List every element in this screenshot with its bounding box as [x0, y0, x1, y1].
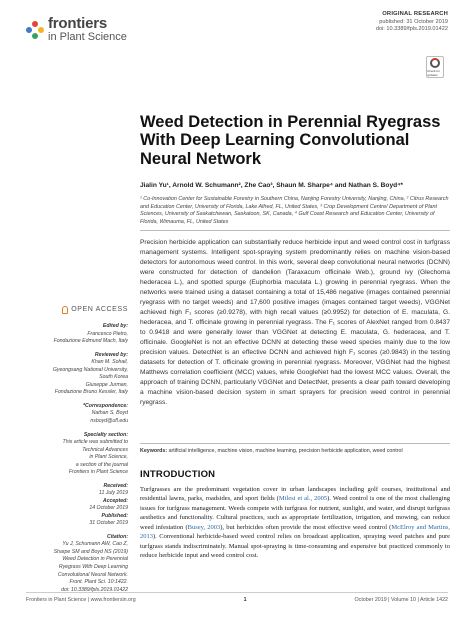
reference-link[interactable]: Busey, 2003 [187, 523, 221, 531]
reference-link[interactable]: McElroy and Martins, 2013 [140, 523, 450, 541]
edited-by-label: Edited by: [102, 323, 128, 330]
accepted-date: 14 October 2019 [89, 505, 128, 512]
reviewer-line: Giuseppe Jurman, [85, 381, 128, 388]
editor-affiliation: Fondazione Edmund Mach, Italy [53, 338, 128, 345]
introduction-paragraph: Turfgrasses are the predominant vegetation cover in urban landscapes including golf courses, institutional and residential lawns, parks, roadsides, and sport fields (Milesi et al., 2005). Weed control is one of the most challenging issues for turfgrass management. Weeds compete with turfgrass for nutrient, sunlight, and water, and disrupt turfgrass aesthetics and functionality. Cultural practices, such as appropriate fertilization, irrigation, and mowing, can reduce weed infestation (Busey, 2003), but herbicides often provide the most effective weed control (McElroy and Martins, 2013). Conventional herbicide-based weed control relies on broadcast application, spraying weed patches and pure turfgrass stands indiscriminately. Manual spot-spraying is time-consuming and expensive but practiced commonly to reduce herbicide input and weed control cost. [140, 486, 451, 559]
citation-line: Ryegrass With Deep Learning [58, 564, 128, 571]
section-heading-introduction: INTRODUCTION [140, 469, 216, 480]
article-type: ORIGINAL RESEARCH [382, 11, 448, 17]
specialty-line: This article was submitted to [62, 439, 128, 446]
divider [140, 230, 450, 231]
divider [140, 443, 450, 444]
reviewer-line: Gyeongsang National University, [52, 366, 128, 373]
logo-journal-name: in Plant Science [48, 31, 127, 43]
doi-link[interactable]: doi: 10.3389/fpls.2019.01422 [375, 25, 448, 32]
citation-line: Convolutional Neural Network. [57, 571, 128, 578]
specialty-line: Frontiers in Plant Science [68, 469, 128, 476]
published-date: published: 31 October 2019 [379, 18, 448, 25]
reviewed-by-label: Reviewed by: [94, 351, 128, 358]
received-label: Received: [103, 482, 128, 489]
open-lock-icon [62, 306, 68, 314]
reviewer-line: South Korea [99, 374, 128, 381]
specialty-label: Specialty section: [83, 431, 128, 438]
citation-line: Sharpe SM and Boyd NS (2019) [53, 548, 128, 555]
published-label: Published: [101, 512, 128, 519]
refresh-icon [430, 58, 440, 68]
affiliations: ¹ Co-Innovation Center for Sustainable Forestry in Southern China, Nanjing Forestry University, Nanjing, China, ² Citrus Research and Education Center, University of Florida, Lake Alfred, FL, United States, ³ Crop Development Centre/ Department of Plant Sciences, University of Saskatchewan, Saskatoon, SK, Canada, ⁴ Gulf Coast Research and Education Center, University of Florida, Wimauma, FL, United States [140, 196, 449, 225]
article-title: Weed Detection in Perennial Ryegrass With Deep Learning Convolutional Neural Network [140, 113, 441, 168]
citation-line: Front. Plant Sci. 10:1422. [69, 579, 128, 586]
article-meta [376, 11, 448, 33]
accepted-label: Accepted: [102, 497, 128, 504]
article-info-sidebar [26, 305, 128, 594]
citation-line: Weed Detection in Perennial [62, 556, 128, 563]
page-header [0, 0, 474, 60]
specialty-line: in Plant Science, [89, 454, 128, 461]
check-for-updates-label: Check for updates [427, 68, 440, 77]
specialty-line: Technical Advances [82, 446, 128, 453]
logo-brand: frontiers [48, 15, 108, 32]
page-number: 1 [243, 597, 247, 603]
open-access-label [26, 305, 128, 315]
footer-journal-link[interactable]: Frontiers in Plant Science | www.frontiersin.org [26, 597, 136, 603]
frontiers-logo-icon [26, 21, 44, 39]
citation-doi[interactable]: doi: 10.3389/fpls.2019.01422 [61, 586, 128, 593]
correspondence-label: *Correspondence: [83, 402, 128, 409]
reviewer-line: Fondazione Bruno Kessler, Italy [54, 389, 128, 396]
editor-name: Francesco Pietro, [87, 330, 128, 337]
keywords-label: Keywords: [140, 448, 168, 454]
reviewer-line: Khan M. Sohail, [91, 359, 128, 366]
citation-label: Citation: [106, 533, 128, 540]
check-for-updates-badge[interactable] [426, 56, 444, 78]
received-date: 11 July 2019 [98, 490, 128, 497]
published-date-sidebar: 31 October 2019 [89, 520, 128, 527]
correspondence-email[interactable]: nsboyd@ufl.edu [90, 417, 128, 424]
keywords-list: artificial intelligence, machine vision, machine learning, precision herbicide application, weed control [168, 448, 403, 454]
specialty-line: a section of the journal [75, 461, 128, 468]
page-footer [26, 592, 448, 603]
footer-issue-info: October 2019 | Volume 10 | Article 1422 [354, 597, 448, 603]
correspondence-name: Nathan S. Boyd [91, 410, 128, 417]
abstract: Precision herbicide application can substantially reduce herbicide input and weed control cost in turfgrass management systems. Intelligent spot-spraying system predominantly relies on machine vision-based detectors for autonomous weed control. In this work, several deep convolutional neural networks (DCNN) were constructed for detection of dandelion (Taraxacum officinale Web.), ground ivy (Glechoma hederacea L.), and spotted spurge (Euphorbia maculata L.) growing in perennial ryegrass. When the networks were trained using a dataset containing a total of 15,486 negative (images contained perennial ryegrass with no target weeds) and 17,600 positive images (images contained target weeds), VGGNet achieved high F₁ scores (≥0.9278), with high recall values (≥0.9952) for detection of E. maculata, G. hederacea, and T. officinale growing in perennial ryegrass. The F₁ scores of AlexNet ranged from 0.8437 to 0.9418 and were generally lower than VGGNet at detecting E. maculata, G. hederacea, and T. officinale. GoogleNet is not an effective DCNN at detecting these weed species mainly due to the low precision values. DetectNet is an effective DCNN and achieved high F₁ scores (≥0.9843) in the testing datasets for detection of T. officinale growing in perennial ryegrass. Moreover, VGGNet had the highest Matthews correlation coefficient (MCC) values, while GoogleNet had the lowest MCC values. Overall, the approach of training DCNN, particularly VGGNet and DetectNet, presents a clear path toward developing a machine vision-based decision system in smart sprayers for precision weed control in perennial ryegrass. [140, 239, 450, 407]
reference-link[interactable]: Milesi et al., 2005 [278, 495, 328, 503]
keywords [140, 448, 450, 455]
open-access-text: OPEN ACCESS [71, 306, 128, 313]
citation-line: Yu J, Schumann AW, Cao Z, [62, 541, 128, 548]
authors: Jialin Yu¹, Arnold W. Schumann², Zhe Cao³, Shaun M. Sharpe⁴ and Nathan S. Boyd⁴* [140, 182, 403, 189]
frontiers-logo[interactable] [26, 16, 127, 43]
